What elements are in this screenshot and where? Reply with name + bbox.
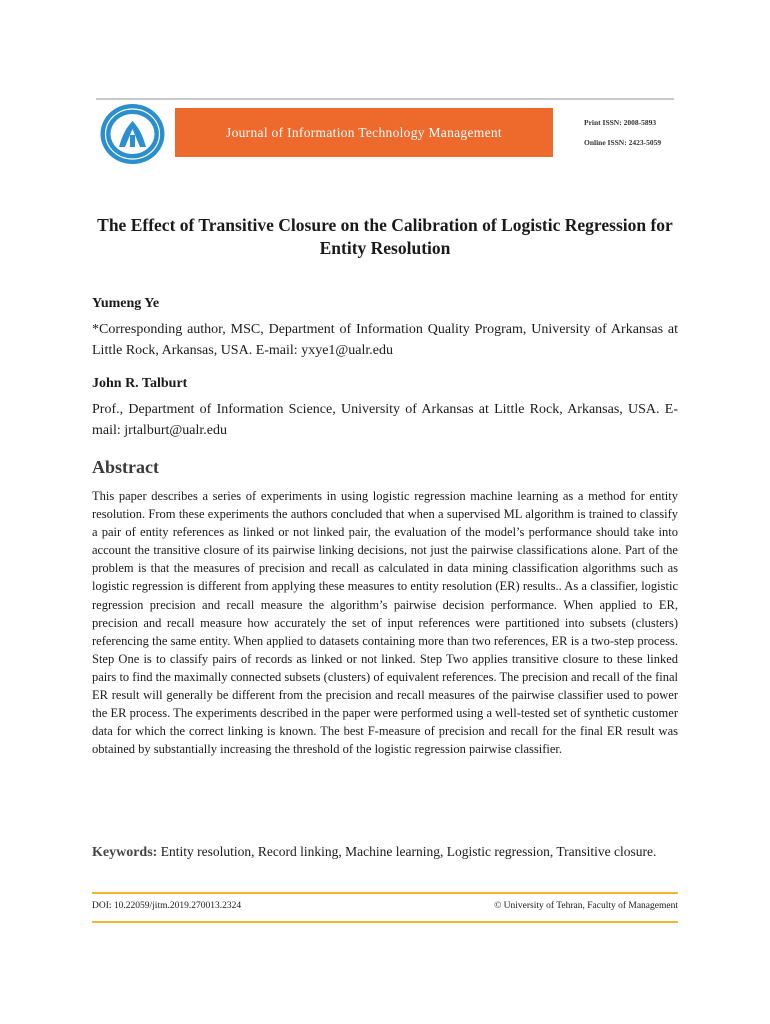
abstract-heading: Abstract [92, 457, 159, 477]
doi: DOI: 10.22059/jitm.2019.270013.2324 [92, 901, 242, 911]
university-logo [99, 103, 166, 165]
keywords-text: Entity resolution, Record linking, Machine learning, Logistic regression, Transitive closure. [160, 844, 657, 859]
paper-title: The Effect of Transitive Closure on the Calibration of Logistic Regression for Entity Resolution [97, 215, 673, 258]
journal-banner [175, 108, 553, 157]
author-affiliation: Prof., Department of Information Science, University of Arkansas at Little Rock, Arkansas, USA. E-mail: jrtalburt@ualr.edu [92, 402, 678, 438]
keywords [92, 842, 678, 863]
online-issn: Online ISSN: 2423-5059 [584, 138, 662, 147]
footer-bottom-rule [92, 921, 678, 923]
footer-top-rule [92, 892, 678, 894]
print-issn: Print ISSN: 2008-5893 [584, 118, 657, 127]
author-affiliation: *Corresponding author, MSC, Department of Information Quality Program, University of Arkansas at Little Rock, Arkansas, USA. E-mail: yxye1@ualr.edu [92, 322, 678, 358]
keywords-label: Keywords: [92, 845, 158, 860]
journal-name: Journal of Information Technology Management [226, 124, 502, 140]
author-name: Yumeng Ye [92, 296, 160, 311]
copyright: © University of Tehran, Faculty of Management [494, 901, 678, 911]
author-name: John R. Talburt [92, 376, 188, 391]
abstract-text: This paper describes a series of experiments in using logistic regression machine learning as a method for entity resolution. From these experiments the authors concluded that when a supervised ML algorithm is trained to classify a pair of entity references as linked or not linked pair, the evaluation of the model’s performance should take into account the transitive closure of its pairwise linking decisions, not just the pairwise classifications alone. Part of the problem is that the measures of precision and recall as calculated in data mining classification algorithms such as logistic regression is different from applying these measures to entity resolution (ER) results.. As a classifier, logistic regression precision and recall measure the algorithm’s pairwise decision performance. When applied to ER, precision and recall measure how accurately the set of input references were partitioned into subsets (clusters) referencing the same entity. When applied to datasets containing more than two references, ER is a two-step process. Step One is to classify pairs of records as linked or not linked. Step Two applies transitive closure to these linked pairs to find the maximally connected subsets (clusters) of equivalent references. The precision and recall of the final ER result will generally be different from the precision and recall measures of the pairwise classifier used to power the ER process. The experiments described in the paper were performed using a well-tested set of synthetic customer data for which the correct linking is known. The best F-measure of precision and recall for the final ER result was obtained by substantially increasing the threshold of the logistic regression pairwise classifier. [92, 489, 678, 757]
header-divider [96, 98, 674, 100]
